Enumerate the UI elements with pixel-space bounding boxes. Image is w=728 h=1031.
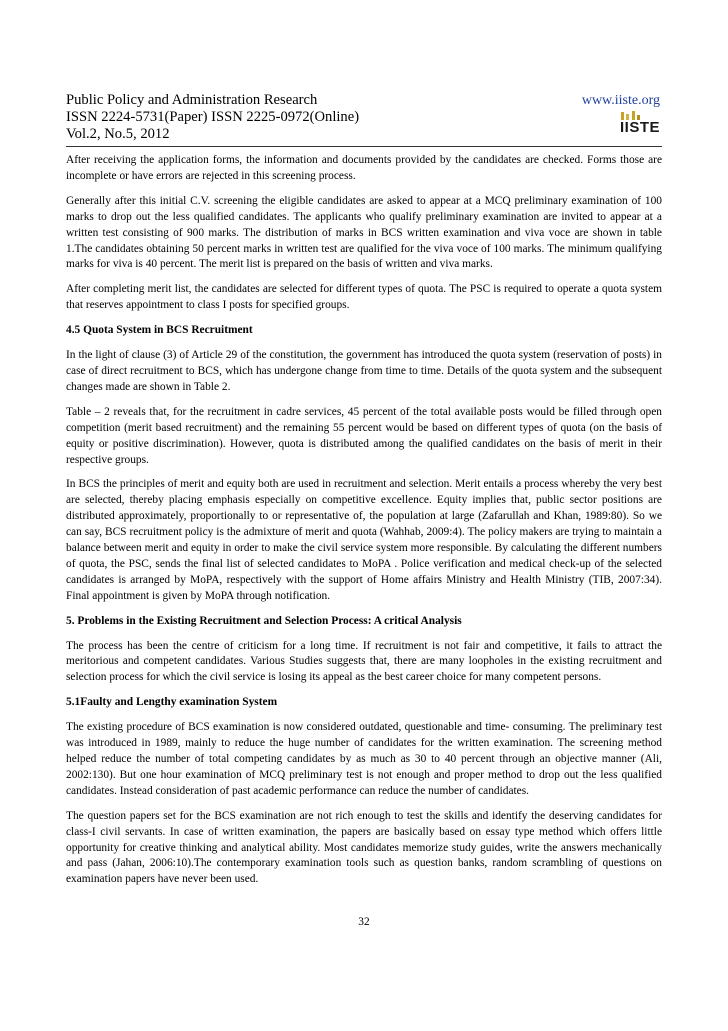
paragraph-article-29: In the light of clause (3) of Article 29 of the constitution, the government has introduced the quota system (reservation of posts) in case of direct recruitment to BCS, which has undergone change from time to time. Details of the quota system and the subsequent changes made are shown in Table 2. bbox=[66, 349, 662, 393]
page-header bbox=[66, 92, 662, 143]
paragraph-merit-equity: In BCS the principles of merit and equity both are used in recruitment and selection. Merit entails a process whereby the very best are selected, thereby placing emphasis especially on competitive excellence. Equity implies that, public sector positions are distributed approximately, proportionally to or representative of, the population at large (Zafarullah and Khan, 1989:80). So we can say, BCS recruitment policy is the admixture of merit and quota (Wahhab, 2009:4). The policy makers are trying to maintain a balance between merit and equity in order to make the civil service system more responsible. By calculating the different numbers of quota, the PSC, sends the final list of selected candidates to MoPA . Police verification and medical check-up of the selected candidates is arranged by MoPA, respectively with the support of Home affairs Ministry and Health Ministry (TIB, 2007:34). Final appointment is given by MoPA through notification. bbox=[66, 478, 662, 602]
paragraph-question-papers: The question papers set for the BCS examination are not rich enough to test the skills and identify the deserving candidates for class-I civil servants. In case of written examination, the papers are basically based on essay type method which offers little opportunity for creative thinking and analytical ability. Most candidates memorize study guides, write the answers mechanically and pass (Jahan, 2006:10).The contemporary examination tools such as question banks, random scrambling of questions on examination papers have never been used. bbox=[66, 809, 662, 886]
body-text bbox=[66, 153, 662, 897]
heading-quota-system: 4.5 Quota System in BCS Recruitment bbox=[66, 324, 253, 337]
paragraph-criticism: The process has been the centre of criticism for a long time. If recruitment is not fair and competitive, it fails to attract the meritorious and competent candidates. Various Studies suggests that, there are many loopholes in the existing recruitment and selection process for which the civil service is losing its appeal as the best career choice for many competent persons. bbox=[66, 639, 662, 684]
header-rule bbox=[66, 146, 662, 147]
paragraph-screening: After receiving the application forms, the information and documents provided by the candidates are checked. Forms those are incomplete or have errors are rejected in this screening process. bbox=[66, 154, 662, 182]
issn-line: ISSN 2224-5731(Paper) ISSN 2225-0972(Online) bbox=[66, 109, 360, 125]
volume-line: Vol.2, No.5, 2012 bbox=[66, 126, 170, 142]
paragraph-table-2: Table – 2 reveals that, for the recruitment in cadre services, 45 percent of the total available posts would be filled through open competition (merit based recruitment) and the remaining 55 percent would be based on different types of quota (on the basis of equity or positive discrimination). However, quota is distributed among the qualified candidates on the basis of merit in their respective groups. bbox=[66, 405, 662, 466]
paragraph-preliminary-exam: Generally after this initial C.V. screening the eligible candidates are asked to appear at a MCQ preliminary examination of 100 marks to drop out the less qualified candidates. The applicants who qualify preliminary examination are invited to appear at a written test consisting of 900 marks. The distribution of marks in BCS written examination and viva voce are shown in table 1.The candidates obtaining 50 percent marks in written test are qualified for the viva voce of 100 marks. The minimum qualifying marks for viva is 40 percent. The merit list is prepared on the basis of written and viva marks. bbox=[66, 194, 662, 271]
journal-url-link[interactable]: www.iiste.org bbox=[581, 93, 660, 108]
heading-faulty-exam: 5.1Faulty and Lengthy examination System bbox=[66, 696, 278, 709]
heading-problems: 5. Problems in the Existing Recruitment and Selection Process: A critical Analysis bbox=[66, 614, 462, 627]
iiste-logo bbox=[618, 110, 661, 136]
paragraph-merit-list: After completing merit list, the candidates are selected for different types of quota. The PSC is required to operate a quota system that reserves appointment to class I posts for specified groups. bbox=[66, 283, 662, 312]
journal-title: Public Policy and Administration Research bbox=[66, 92, 318, 108]
page-number: 32 bbox=[358, 916, 370, 928]
paragraph-existing-procedure: The existing procedure of BCS examination is now considered outdated, questionable and time- consuming. The preliminary test was introduced in 1989, mainly to reduce the huge number of candidates for the written examination. The screening method helped reduce the number of total competing candidates by as much as 30 to 40 percent through an objective manner (Ali, 2002:130). But one hour examination of MCQ preliminary test is not enough and proper method to drop out the less qualified candidates. Instead consideration of past academic performance can reduce the number of candidates. bbox=[66, 721, 662, 797]
logo-text: IISTE bbox=[620, 119, 661, 136]
